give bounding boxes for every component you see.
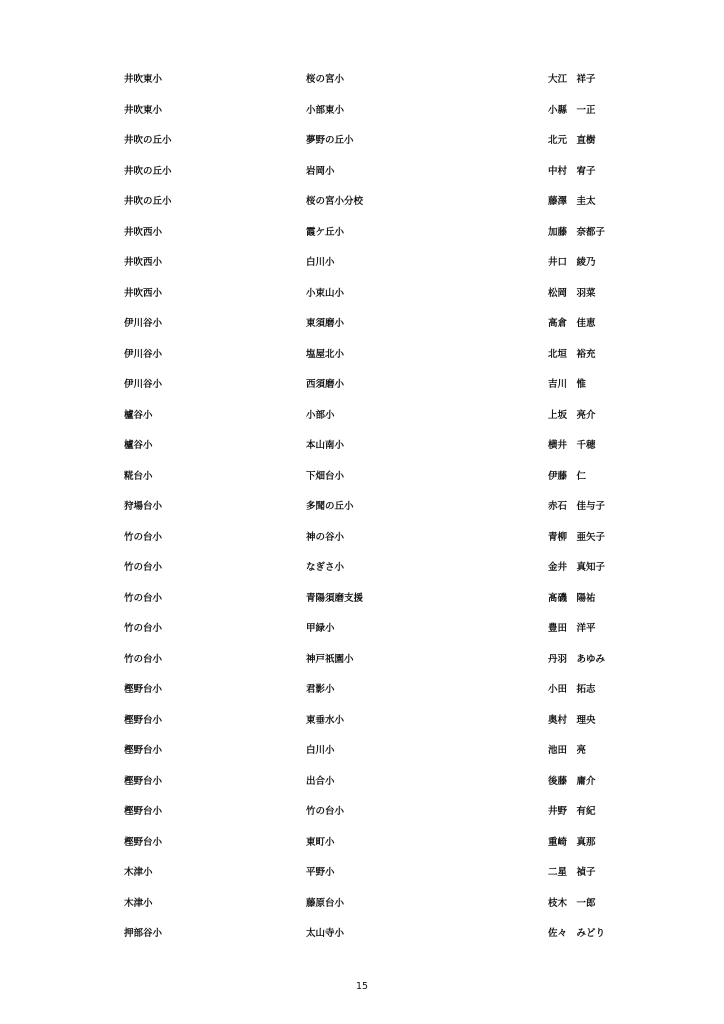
partner-school-cell: 小部小 xyxy=(306,409,335,421)
person-name-cell: 北垣 裕充 xyxy=(548,348,596,360)
table-row xyxy=(0,438,724,469)
table-row xyxy=(0,377,724,408)
partner-school-cell: 小束山小 xyxy=(306,287,345,299)
person-name-cell: 小縣 一正 xyxy=(548,104,596,116)
school-cell: 木津小 xyxy=(124,897,153,909)
person-name-cell: 加藤 奈都子 xyxy=(548,226,606,238)
table-row xyxy=(0,743,724,774)
table-row xyxy=(0,774,724,805)
partner-school-cell: 出合小 xyxy=(306,775,335,787)
table-row xyxy=(0,103,724,134)
school-cell: 糀台小 xyxy=(124,470,153,482)
person-name-cell: 井口 綾乃 xyxy=(548,257,596,268)
school-cell: 井吹西小 xyxy=(124,287,163,299)
table-row xyxy=(0,682,724,713)
school-cell: 竹の台小 xyxy=(124,531,163,543)
person-name-cell: 池田 亮 xyxy=(548,745,587,756)
person-name-cell: 伊藤 仁 xyxy=(548,470,587,482)
partner-school-cell: 夢野の丘小 xyxy=(306,135,354,146)
table-row xyxy=(0,835,724,866)
person-name-cell: 高倉 佳恵 xyxy=(548,318,596,329)
partner-school-cell: 本山南小 xyxy=(306,440,345,451)
partner-school-cell: 岩岡小 xyxy=(306,165,335,177)
person-name-cell: 後藤 庸介 xyxy=(548,775,596,787)
partner-school-cell: 白川小 xyxy=(306,257,335,268)
table-row xyxy=(0,347,724,378)
person-name-cell: 重崎 真那 xyxy=(548,836,596,848)
school-cell: 櫨谷小 xyxy=(124,409,153,421)
person-name-cell: 吉川 惟 xyxy=(548,379,587,390)
page-number: 15 xyxy=(355,981,369,992)
assignment-list xyxy=(0,72,724,957)
school-cell: 樫野台小 xyxy=(124,684,163,695)
table-row xyxy=(0,72,724,103)
person-name-cell: 赤石 佳与子 xyxy=(548,501,606,512)
partner-school-cell: 太山寺小 xyxy=(306,928,345,939)
school-cell: 竹の台小 xyxy=(124,592,163,604)
partner-school-cell: 東町小 xyxy=(306,836,335,848)
partner-school-cell: 西須磨小 xyxy=(306,379,345,390)
person-name-cell: 奥村 理央 xyxy=(548,714,596,726)
person-name-cell: 枝木 一郎 xyxy=(548,897,596,909)
person-name-cell: 上坂 亮介 xyxy=(548,409,596,421)
school-cell: 井吹西小 xyxy=(124,226,163,238)
partner-school-cell: 藤原台小 xyxy=(306,897,345,909)
table-row xyxy=(0,164,724,195)
table-row xyxy=(0,896,724,927)
partner-school-cell: 多聞の丘小 xyxy=(306,501,354,512)
school-cell: 竹の台小 xyxy=(124,623,163,634)
school-cell: 伊川谷小 xyxy=(124,348,163,360)
table-row xyxy=(0,499,724,530)
partner-school-cell: 神の谷小 xyxy=(306,531,345,543)
table-row xyxy=(0,621,724,652)
table-row xyxy=(0,560,724,591)
school-cell: 樫野台小 xyxy=(124,806,163,817)
person-name-cell: 藤澤 圭太 xyxy=(548,196,596,207)
partner-school-cell: 白川小 xyxy=(306,745,335,756)
table-row xyxy=(0,865,724,896)
school-cell: 井吹東小 xyxy=(124,74,163,85)
partner-school-cell: 神戸祇園小 xyxy=(306,653,354,665)
school-cell: 竹の台小 xyxy=(124,562,163,573)
partner-school-cell: 桜の宮小 xyxy=(306,74,345,85)
school-cell: 櫨谷小 xyxy=(124,440,153,451)
table-row xyxy=(0,530,724,561)
person-name-cell: 小田 拓志 xyxy=(548,684,596,695)
partner-school-cell: 東垂水小 xyxy=(306,714,345,726)
partner-school-cell: 下畑台小 xyxy=(306,470,345,482)
table-row xyxy=(0,133,724,164)
table-row xyxy=(0,255,724,286)
partner-school-cell: 竹の台小 xyxy=(306,806,345,817)
person-name-cell: 横井 千穂 xyxy=(548,440,596,451)
partner-school-cell: 君影小 xyxy=(306,684,335,695)
person-name-cell: 二星 禎子 xyxy=(548,867,596,878)
school-cell: 井吹の丘小 xyxy=(124,135,172,146)
school-cell: 井吹西小 xyxy=(124,257,163,268)
table-row xyxy=(0,194,724,225)
partner-school-cell: 霞ケ丘小 xyxy=(306,226,345,238)
person-name-cell: 中村 宥子 xyxy=(548,165,596,177)
school-cell: 木津小 xyxy=(124,867,153,878)
partner-school-cell: 東須磨小 xyxy=(306,318,345,329)
school-cell: 井吹の丘小 xyxy=(124,165,172,177)
table-row xyxy=(0,591,724,622)
partner-school-cell: 青陽須磨支援 xyxy=(306,592,364,604)
school-cell: 押部谷小 xyxy=(124,928,163,939)
school-cell: 井吹東小 xyxy=(124,104,163,116)
table-row xyxy=(0,316,724,347)
school-cell: 樫野台小 xyxy=(124,745,163,756)
person-name-cell: 井野 有紀 xyxy=(548,806,596,817)
school-cell: 狩場台小 xyxy=(124,501,163,512)
person-name-cell: 髙磯 陽祐 xyxy=(548,592,596,604)
partner-school-cell: なぎさ小 xyxy=(306,562,345,573)
school-cell: 樫野台小 xyxy=(124,775,163,787)
school-cell: 樫野台小 xyxy=(124,714,163,726)
person-name-cell: 松岡 羽菜 xyxy=(548,287,596,299)
person-name-cell: 大江 祥子 xyxy=(548,74,596,85)
table-row xyxy=(0,804,724,835)
person-name-cell: 青柳 亜矢子 xyxy=(548,531,606,543)
school-cell: 竹の台小 xyxy=(124,653,163,665)
person-name-cell: 丹羽 あゆみ xyxy=(548,653,606,665)
table-row xyxy=(0,713,724,744)
school-cell: 伊川谷小 xyxy=(124,318,163,329)
table-row xyxy=(0,408,724,439)
school-cell: 伊川谷小 xyxy=(124,379,163,390)
partner-school-cell: 桜の宮小分校 xyxy=(306,196,364,207)
person-name-cell: 金井 真知子 xyxy=(548,562,606,573)
table-row xyxy=(0,286,724,317)
person-name-cell: 北元 直樹 xyxy=(548,135,596,146)
school-cell: 井吹の丘小 xyxy=(124,196,172,207)
table-row xyxy=(0,652,724,683)
table-row xyxy=(0,469,724,500)
person-name-cell: 佐々 みどり xyxy=(548,928,606,939)
table-row xyxy=(0,926,724,957)
partner-school-cell: 塩屋北小 xyxy=(306,348,345,360)
partner-school-cell: 小部東小 xyxy=(306,104,345,116)
partner-school-cell: 甲緑小 xyxy=(306,623,335,634)
table-row xyxy=(0,225,724,256)
person-name-cell: 豊田 洋平 xyxy=(548,623,596,634)
partner-school-cell: 平野小 xyxy=(306,867,335,878)
school-cell: 樫野台小 xyxy=(124,836,163,848)
